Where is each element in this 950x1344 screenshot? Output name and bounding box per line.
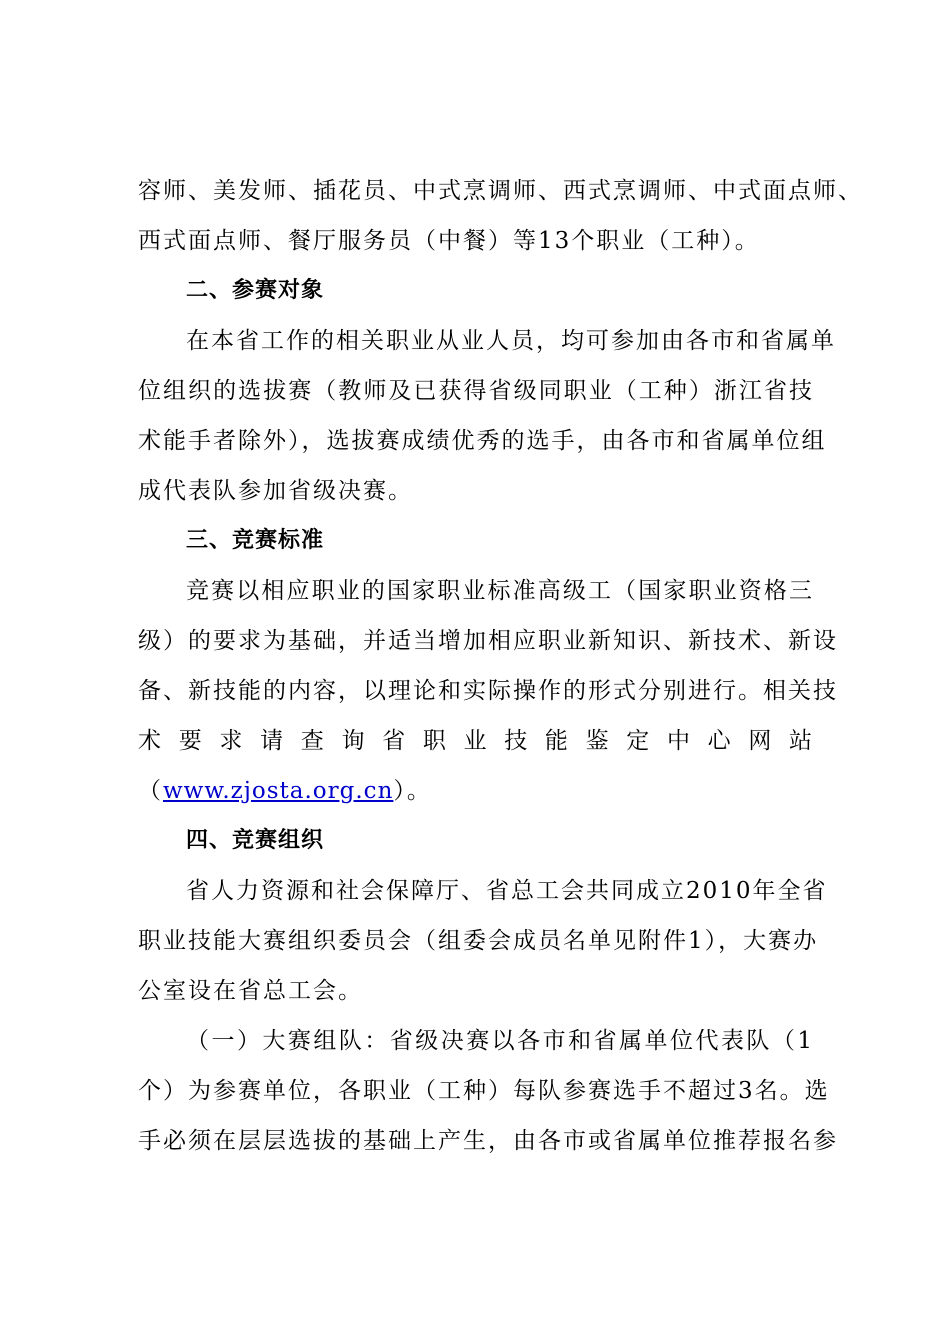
participants-line-3: 术能手者除外），选拔赛成绩优秀的选手，由各市和省属单位组	[138, 428, 827, 454]
standards-line-1: 竞赛以相应职业的国家职业标准高级工（国家职业资格三	[186, 578, 814, 604]
standards-line-3: 备、新技能的内容，以理论和实际操作的形式分别进行。相关技	[138, 678, 838, 704]
participants-line-2: 位组织的选拔赛（教师及已获得省级同职业（工种）浙江省技	[138, 378, 814, 404]
organization-line-3: 公室设在省总工会。	[138, 978, 363, 1004]
standards-line-2: 级）的要求为基础，并适当增加相应职业新知识、新技术、新设	[138, 628, 838, 654]
standards-link-line	[138, 766, 814, 816]
organization-line-1: 省人力资源和社会保障厅、省总工会共同成立2010年全省	[186, 878, 828, 904]
organization-line-2: 职业技能大赛组织委员会（组委会成员名单见附件1），大赛办	[138, 928, 819, 954]
team-formation-line-2: 个）为参赛单位，各职业（工种）每队参赛选手不超过3名。选	[138, 1078, 830, 1104]
intro-line-1: 容师、美发师、插花员、中式烹调师、西式烹调师、中式面点师、	[138, 178, 863, 204]
link-open-paren: （	[138, 778, 163, 804]
team-formation-line-3: 手必须在层层选拔的基础上产生，由各市或省属单位推荐报名参	[138, 1128, 838, 1154]
team-formation-line-1: （一）大赛组队：省级决赛以各市和省属单位代表队（1	[186, 1028, 814, 1054]
document-body	[138, 166, 863, 1166]
section-heading-organization: 四、竞赛组织	[186, 828, 325, 853]
participants-line-4: 成代表队参加省级决赛。	[138, 478, 413, 504]
standards-line-4: 术要求请查询省职业技能鉴定中心网站	[138, 728, 814, 754]
section-heading-participants: 二、参赛对象	[186, 278, 325, 303]
link-close-paren: ）。	[393, 778, 432, 804]
participants-line-1: 在本省工作的相关职业从业人员，均可参加由各市和省属单	[186, 328, 836, 354]
website-link[interactable]: www.zjosta.org.cn	[163, 778, 394, 804]
section-heading-standards: 三、竞赛标准	[186, 528, 325, 553]
intro-line-2: 西式面点师、餐厅服务员（中餐）等13个职业（工种）。	[138, 228, 760, 254]
